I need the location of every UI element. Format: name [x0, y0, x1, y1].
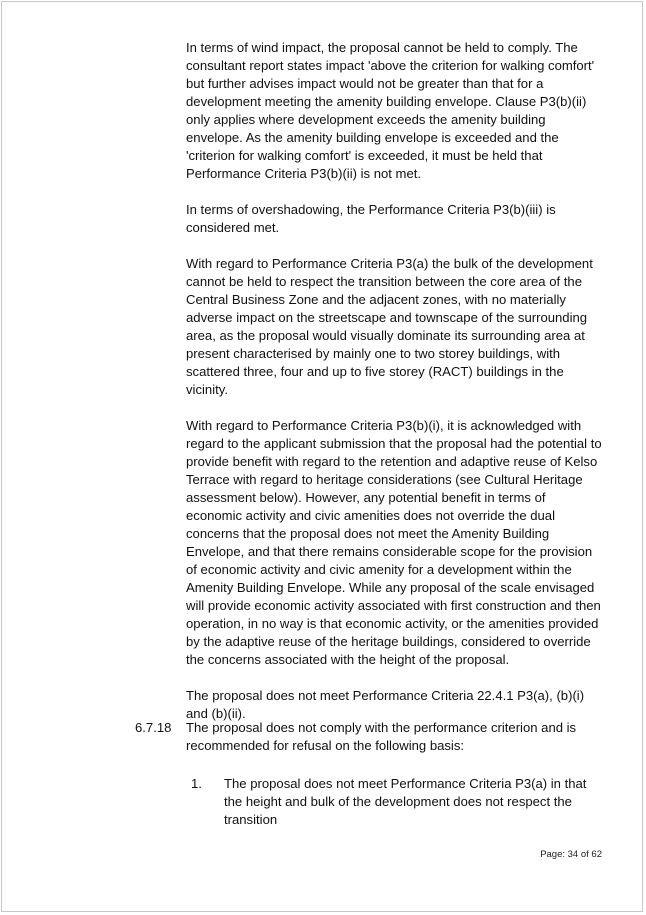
section-text: The proposal does not comply with the performance criterion and is recommended for refusal on the following basis: [186, 720, 577, 753]
paragraph-wind-impact: In terms of wind impact, the proposal cannot be held to comply. The consultant report states impact 'above the criterion for walking comfort' but further advises impact would not be greater than that for a development meeting the amenity building envelope. Clause P3(b)(ii) only applies where development exceeds the amenity building envelope. As the amenity building envelope is exceeded and the 'criterion for walking comfort' is exceeded, it must be held that Performance Criteria P3(b)(ii) is not met. [186, 40, 595, 181]
list-item-label: 1. [191, 776, 202, 791]
section-number: 6.7.18 [135, 720, 172, 735]
body-text [186, 39, 604, 741]
paragraph-criteria-summary: The proposal does not meet Performance Criteria 22.4.1 P3(a), (b)(i) and (b)(ii). [186, 688, 585, 721]
paragraph-overshadowing: In terms of overshadowing, the Performance Criteria P3(b)(iii) is considered met. [186, 202, 556, 235]
page-number: Page: 34 of 62 [540, 849, 602, 860]
paragraph-bulk-transition: With regard to Performance Criteria P3(a) the bulk of the development cannot be held to respect the transition between the core area of the Central Business Zone and the adjacent zones, with no materially adverse impact on the streetscape and townscape of the surrounding area, as the proposal would visually dominate its surrounding area at present characterised by mainly one to two storey buildings, with scattered three, four and up to five storey (RACT) buildings in the vicinity. [186, 256, 593, 397]
list-item-text: The proposal does not meet Performance Criteria P3(a) in that the height and bulk of the development does not respect the transition [224, 776, 587, 827]
paragraph-economic-activity: With regard to Performance Criteria P3(b)(i), it is acknowledged with regard to the applicant submission that the proposal had the potential to provide benefit with regard to the retention and adaptive reuse of Kelso Terrace with regard to heritage considerations (see Cultural Heritage assessment below). However, any potential benefit in terms of economic activity and civic amenities does not override the dual concerns that the proposal does not meet the Amenity Building Envelope, and that there remains considerable scope for the provision of economic activity and civic amenity for a development within the Amenity Building Envelope. While any proposal of the scale envisaged will provide economic activity associated with first construction and then operation, in no way is that economic activity, or the amenities provided by the adaptive reuse of the heritage buildings, considered to override the concerns associated with the height of the proposal. [186, 418, 602, 667]
